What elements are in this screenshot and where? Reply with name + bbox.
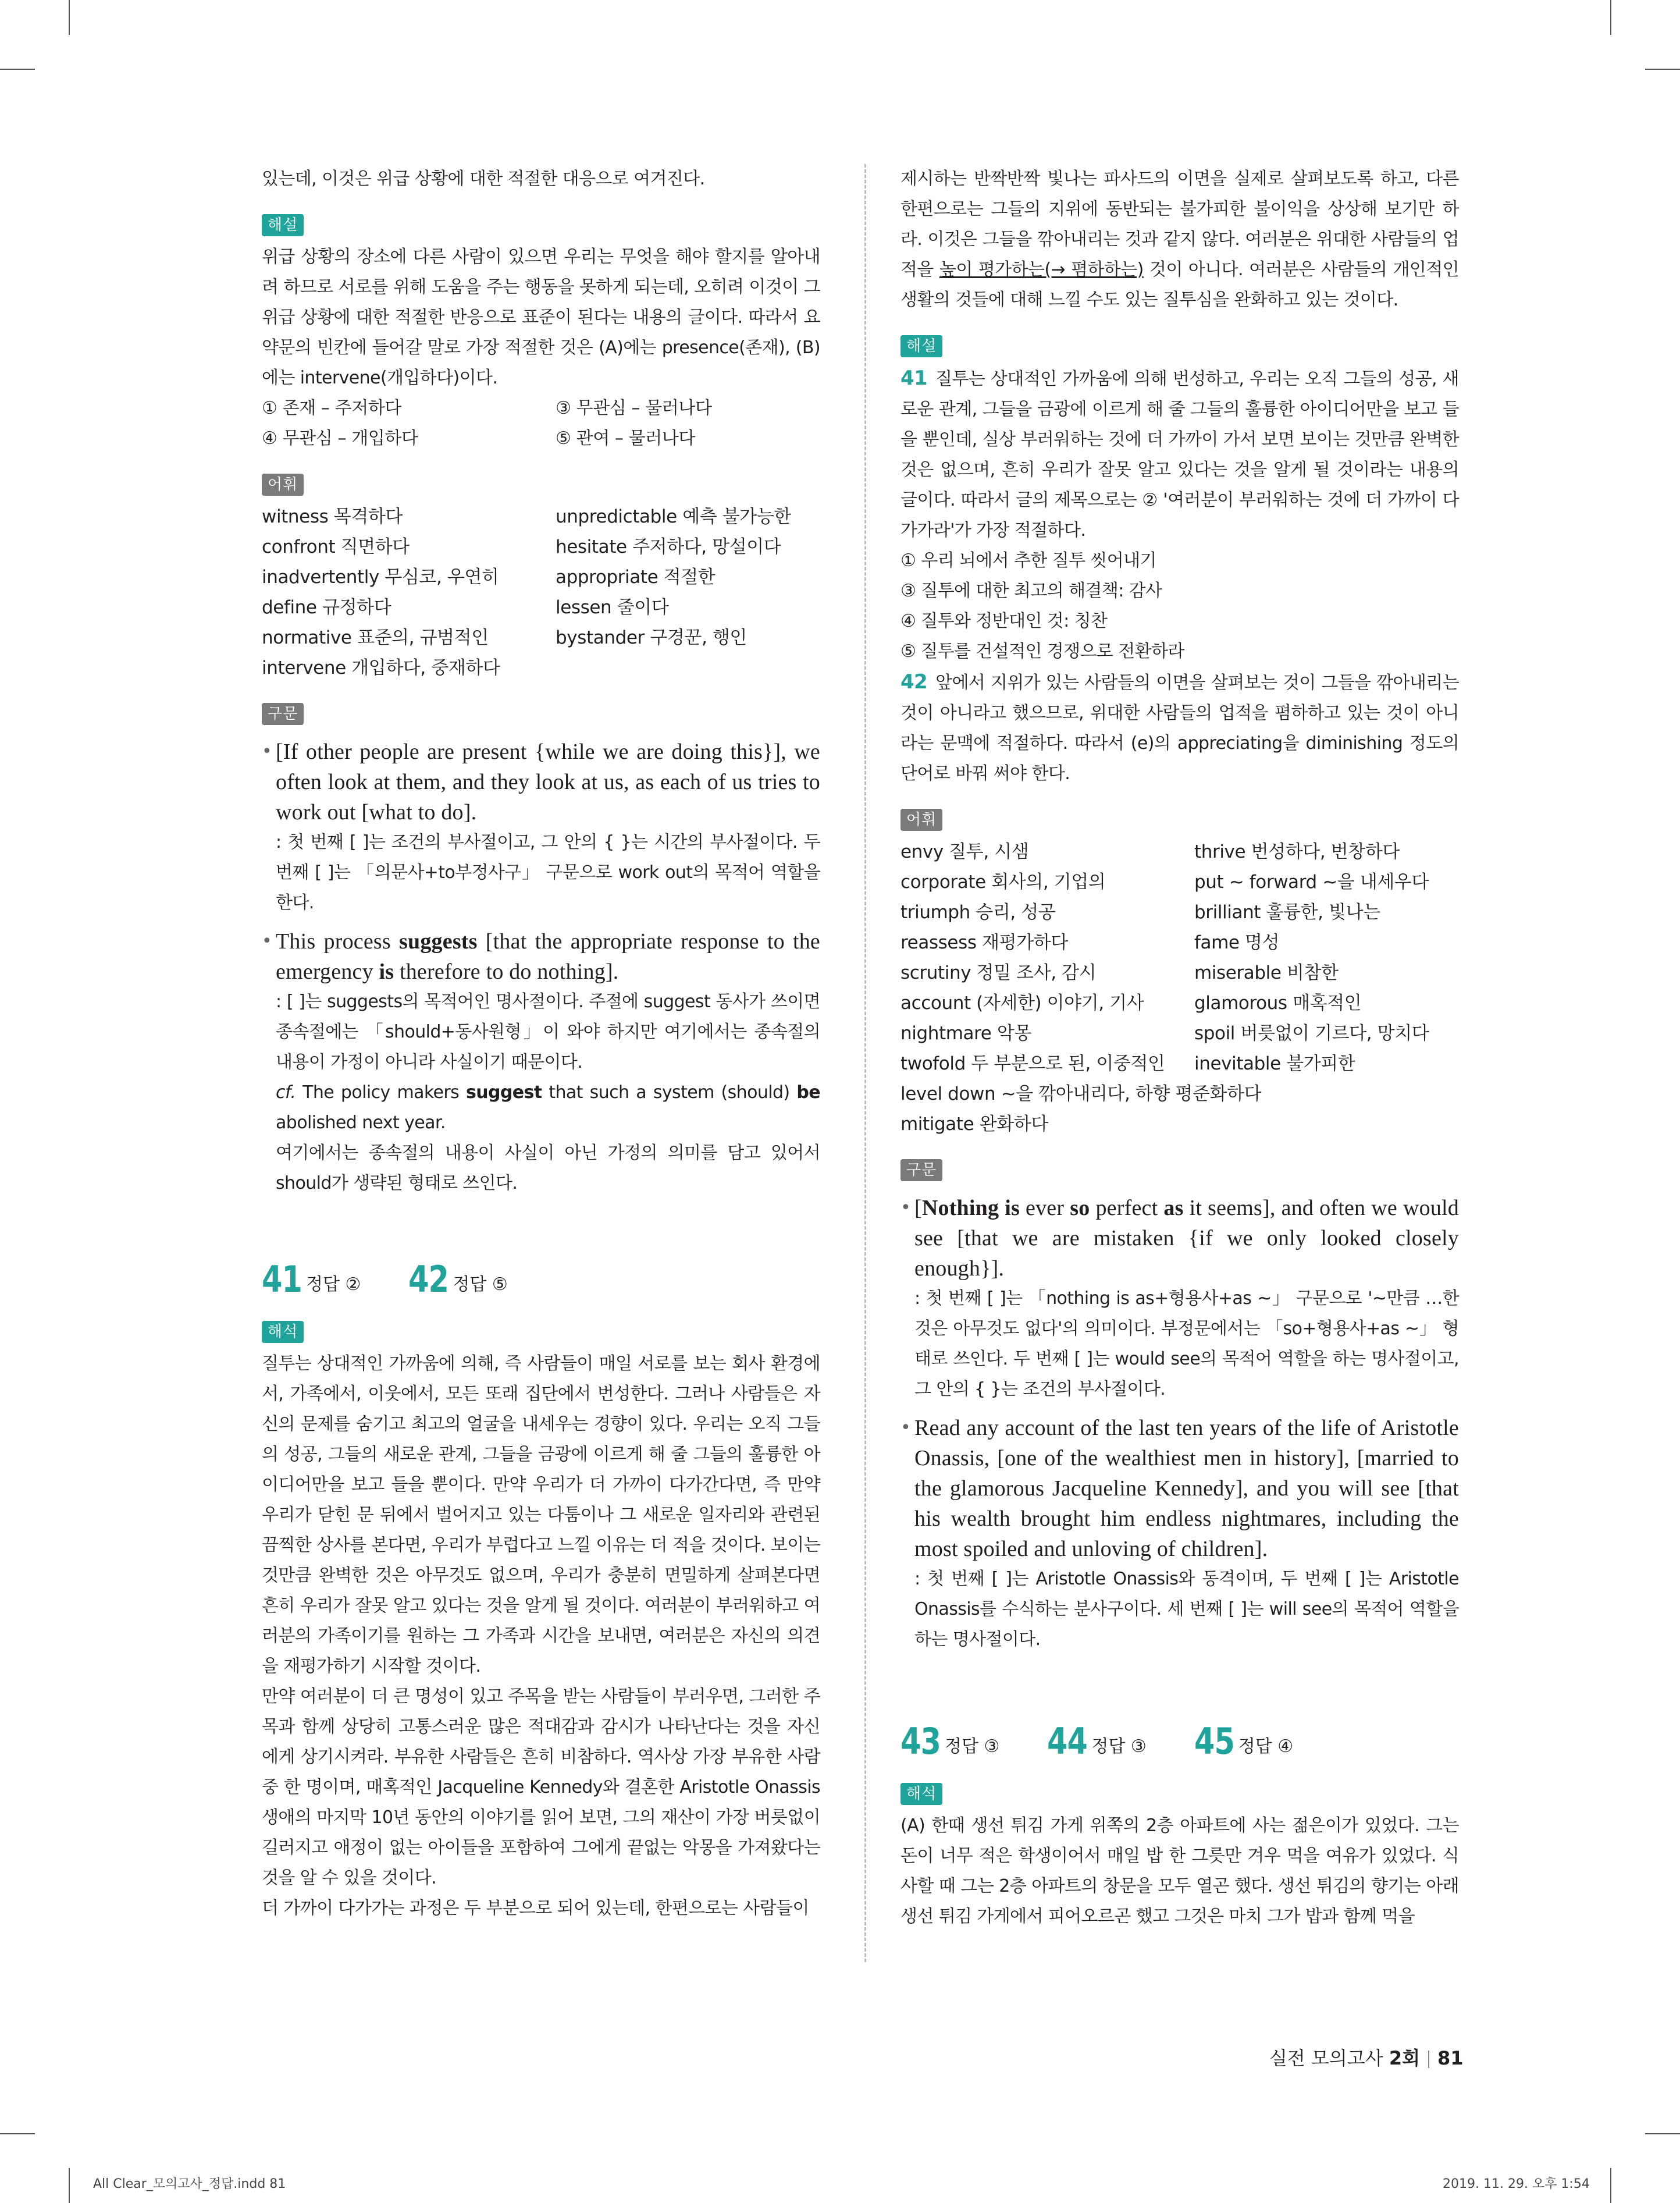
syntax-korean: : 첫 번째 [ ]는 Aristotle Onassis와 동격이며, 두 번째 [ ]는 Aristotle Onassis를 수식하는 분사구이다. 세 번째 [ ]는 will see의 목적어 역할을 하는 명사절이다.: [914, 1569, 1459, 1650]
answer-label: 정답 ③: [1091, 1736, 1147, 1757]
gumun-tag: 구문: [262, 703, 304, 725]
answer-42: [408, 1258, 508, 1301]
eohwi-tag: 어휘: [262, 474, 304, 496]
vocab-item: inadvertently 무심코, 우연히: [262, 567, 499, 588]
footer-separator: [1428, 2051, 1429, 2068]
right-column: [900, 164, 1459, 1932]
explanation-42: 42 앞에서 지위가 있는 사람들의 이면을 살펴보는 것이 그들을 깎아내리는 것이 아니라고 했으므로, 위대한 사람들의 업적을 폄하하고 있는 것이 아니라는 문맥에 적절하다. 따라서 (e)의 appreciating을 diminishing 정도의 단어로 바꿔 써야 한다.: [900, 670, 1459, 784]
vocab-item: nightmare 악몽: [900, 1023, 1032, 1044]
vocab-item: triumph 승리, 성공: [900, 902, 1056, 923]
translation-continued: 제시하는 반짝반짝 빛나는 파사드의 이면을 실제로 살펴보도록 하고, 다른 한편으로는 그들의 지위에 동반되는 불가피한 불이익을 상상해 보기만 하라. 이것은 그들을 깎아내리는 것과 같지 않다. 여러분은 위대한 사람들의 업적을 높이 평가하는(→ 폄하하는) 것이 아니다. 여러분은 사람들의 개인적인 생활의 것들에 대해 느낄 수도 있는 질투심을 완화하고 있는 것이다.: [900, 169, 1459, 310]
option-41-3: ③ 질투에 대한 최고의 해결책: 감사: [900, 581, 1162, 601]
syntax-item-2: [262, 926, 820, 1199]
syntax-item-1: [262, 737, 820, 918]
vocab-item: mitigate 완화하다: [900, 1114, 1048, 1135]
vocab-item: appropriate 적절한: [556, 567, 716, 588]
crop-mark-bottom-left-v: [69, 2168, 70, 2203]
vocab-item: thrive 번성하다, 번창하다: [1194, 841, 1400, 862]
syntax-english: This process suggests [that the appropriate response to the emergency is therefore to do nothing].: [276, 929, 820, 984]
gumun-tag: 구문: [900, 1159, 942, 1181]
answer-label: 정답 ②: [306, 1274, 361, 1295]
syntax-english: [Nothing is ever so perfect as it seems], and often we would see [that we are mistaken {if we only looked closely enough}].: [914, 1196, 1460, 1281]
vocab-item: scrutiny 정밀 조사, 감시: [900, 962, 1097, 983]
slug-filename: All Clear_모의고사_정답.indd 81: [93, 2177, 286, 2191]
answer-44: [1047, 1720, 1147, 1763]
crop-mark-top-right-v: [1610, 0, 1611, 35]
bullet-dot: •: [262, 741, 272, 762]
vocab-item: twofold 두 부분으로 된, 이중적인: [900, 1053, 1165, 1074]
crop-mark-top-right: [1645, 69, 1680, 70]
translation-paragraph: (A) 한때 생선 튀김 가게 위쪽의 2층 아파트에 사는 젊은이가 있었다. 그는 돈이 너무 적은 학생이어서 매일 밥 한 그릇만 겨우 먹을 여유가 있었다. 식사할 때 그는 2층 아파트의 창문을 모두 열곤 했다. 생선 튀김의 향기는 아래 생선 튀김 가게에서 피어오르곤 했고 그것은 마치 그가 밥과 함께 먹을: [900, 1815, 1459, 1927]
vocab-item: account (자세한) 이야기, 기사: [900, 993, 1144, 1014]
question-number: 45: [1194, 1720, 1234, 1763]
bullet-dot: •: [900, 1417, 911, 1438]
translation-paragraph-1: 질투는 상대적인 가까움에 의해, 즉 사람들이 매일 서로를 보는 회사 환경에서, 가족에서, 이웃에서, 모든 또래 집단에서 번성한다. 그러나 사람들은 자신의 문제를 숨기고 최고의 얼굴을 내세우는 경향이 있다. 우리는 오직 그들의 성공, 그들의 새로운 관계, 그들을 금광에 이르게 해 줄 그들의 훌륭한 아이디어만을 보고 들을 뿐이다. 만약 우리가 더 가까이 다가간다면, 즉 만약 우리가 닫힌 문 뒤에서 벌어지고 있는 다툼이나 그 새로운 일자리와 관련된 끔찍한 상사를 본다면, 우리가 부럽다고 느낄 이유는 더 적을 것이다. 보이는 것만큼 완벽한 것은 아무것도 없으며, 우리가 충분히 면밀하게 살펴본다면 흔히 우리가 잘못 알고 있다는 것을 알게 될 것이다. 여러분이 부러워하고 여러분의 가족이기를 원하는 그 가족과 시간을 보내면, 여러분은 자신의 의견을 재평가하기 시작할 것이다.: [262, 1353, 820, 1676]
cf-example: cf. The policy makers suggest that such a system (should) be abolished next year.: [276, 1082, 820, 1133]
underlined-phrase: 높이 평가하는(→ 폄하하는): [939, 260, 1144, 280]
question-number: 44: [1047, 1720, 1088, 1763]
bullet-dot: •: [262, 931, 272, 951]
option-1: ① 존재 – 주저하다: [262, 398, 401, 418]
vocab-item: miserable 비참한: [1194, 962, 1339, 983]
vocab-item: intervene 개입하다, 중재하다: [262, 658, 500, 678]
vocab-item: spoil 버릇없이 기르다, 망치다: [1194, 1023, 1429, 1044]
haeseol-tag: 해설: [900, 335, 942, 357]
vocab-item: unpredictable 예측 불가능한: [556, 506, 791, 527]
option-3: ③ 무관심 – 물러나다: [556, 398, 712, 418]
vocab-item: brilliant 훌륭한, 빛나는: [1194, 902, 1380, 923]
explanation-41: 41 질투는 상대적인 가까움에 의해 번성하고, 우리는 오직 그들의 성공, 새로운 관계, 그들을 금광에 이르게 해 줄 그들의 훌륭한 아이디어만을 보고 들을 뿐인데, 실상 부러워하는 것에 더 가까이 가서 보면 보이는 것만큼 완벽한 것은 없으며, 흔히 우리가 잘못 알고 있다는 것을 알게 될 것이라는 내용의 글이다. 따라서 글의 제목으로는 ② '여러분이 부러워하는 것에 더 가까이 다가가라'가 가장 적절하다.: [900, 367, 1459, 541]
vocab-item: normative 표준의, 규범적인: [262, 627, 489, 648]
vocab-item: lessen 줄이다: [556, 597, 669, 618]
answer-row-41-42: [262, 1258, 820, 1301]
answer-label: 정답 ③: [945, 1736, 1000, 1757]
question-number: 42: [408, 1258, 449, 1301]
vocab-item: inevitable 불가피한: [1194, 1053, 1355, 1074]
vocab-item: fame 명성: [1194, 932, 1280, 953]
option-4: ④ 무관심 – 개입하다: [262, 428, 418, 449]
vocab-item: glamorous 매혹적인: [1194, 993, 1362, 1014]
crop-mark-top-left: [0, 69, 35, 70]
vocab-item: confront 직면하다: [262, 536, 410, 557]
syntax-item-1: [900, 1193, 1459, 1405]
crop-mark-bottom-right: [1645, 2133, 1680, 2134]
page-number: 81: [1437, 2047, 1464, 2069]
slug-date: 2019. 11. 29. 오후 1:54: [1443, 2177, 1590, 2191]
translation-paragraph-2: 만약 여러분이 더 큰 명성이 있고 주목을 받는 사람들이 부러우면, 그러한 주목과 함께 상당히 고통스러운 많은 적대감과 감시가 나타난다는 것을 자신에게 상기시켜라. 부유한 사람들은 흔히 비참하다. 역사상 가장 부유한 사람 중 한 명이며, 매혹적인 Jacqueline Kennedy와 결혼한 Aristotle Onassis 생애의 마지막 10년 동안의 이야기를 읽어 보면, 그의 재산이 가장 버릇없이 길러지고 애정이 없는 아이들을 포함하여 그에게 끝없는 악몽을 가져왔다는 것을 알 수 있을 것이다.: [262, 1686, 820, 1888]
syntax-korean: : 첫 번째 [ ]는 조건의 부사절이고, 그 안의 { }는 시간의 부사절이다. 두 번째 [ ]는 「의문사+to부정사구」 구문으로 work out의 목적어 역할을 한다.: [276, 832, 820, 913]
vocab-item: witness 목격하다: [262, 506, 403, 527]
footer-round: 2회: [1389, 2047, 1421, 2069]
answer-41: [262, 1258, 361, 1301]
question-number: 41: [900, 367, 928, 390]
bullet-dot: •: [900, 1198, 911, 1218]
crop-mark-top-left-v: [69, 0, 70, 35]
answer-label: 정답 ④: [1238, 1736, 1294, 1757]
crop-mark-bottom-left: [0, 2133, 35, 2134]
left-column: [262, 164, 820, 1924]
vocab-item: define 규정하다: [262, 597, 391, 618]
syntax-item-2: [900, 1413, 1459, 1655]
answer-options: [262, 393, 820, 454]
haeseok-tag: 해석: [262, 1321, 304, 1343]
syntax-korean-2: 여기에서는 종속절의 내용이 사실이 아닌 가정의 의미를 담고 있어서 should가 생략된 형태로 쓰인다.: [276, 1143, 820, 1193]
question-number: 41: [262, 1258, 302, 1301]
answer-row-43-45: [900, 1720, 1459, 1763]
vocab-item: envy 질투, 시샘: [900, 841, 1029, 862]
option-5: ⑤ 관여 – 물러나다: [556, 428, 695, 449]
answer-45: [1194, 1720, 1294, 1763]
vocab-item: bystander 구경꾼, 행인: [556, 627, 747, 648]
vocab-list: [900, 837, 1459, 1139]
vocab-item: reassess 재평가하다: [900, 932, 1068, 953]
vocab-item: corporate 회사의, 기업의: [900, 872, 1106, 893]
eohwi-tag: 어휘: [900, 809, 942, 831]
option-41-4: ④ 질투와 정반대인 것: 칭찬: [900, 611, 1108, 631]
crop-mark-bottom-right-v: [1610, 2168, 1611, 2203]
answer-43: [900, 1720, 1000, 1763]
vocab-item: put ~ forward ~을 내세우다: [1194, 872, 1429, 893]
syntax-korean: : 첫 번째 [ ]는 「nothing is as+형용사+as ~」 구문으로 '~만큼 …한 것은 아무것도 없다'의 의미이다. 부정문에서는 「so+형용사+as ~」 형태로 쓰인다. 두 번째 [ ]는 would see의 목적어 역할을 하는 명사절이고, 그 안의 { }는 조건의 부사절이다.: [914, 1288, 1459, 1399]
question-number: 43: [900, 1720, 941, 1763]
syntax-korean: : [ ]는 suggests의 목적어인 명사절이다. 주절에 suggest 동사가 쓰이면 종속절에는 「should+동사원형」이 와야 하지만 여기에서는 종속절의 내용이 가정이 아니라 사실이기 때문이다.: [276, 992, 820, 1072]
answer-label: 정답 ⑤: [453, 1274, 508, 1295]
vocab-list: [262, 502, 820, 683]
syntax-english: [If other people are present {while we are doing this}], we often look at them, and they look at us, as each of us tries to work out [what to do].: [276, 740, 820, 825]
syntax-english: Read any account of the last ten years of the life of Aristotle Onassis, [one of the wealthiest men in history], [married to the glamorous Jacqueline Kennedy], and you will see [that his wealth brought him endless nightmares, including the most spoiled and unloving of children].: [914, 1416, 1459, 1561]
intro-line: 있는데, 이것은 위급 상황에 대한 적절한 대응으로 여겨진다.: [262, 169, 705, 189]
translation-paragraph-3: 더 가까이 다가가는 과정은 두 부분으로 되어 있는데, 한편으로는 사람들이: [262, 1898, 809, 1918]
vocab-item: hesitate 주저하다, 망설이다: [556, 536, 781, 557]
vocab-item: level down ~을 깎아내리다, 하향 평준화하다: [900, 1083, 1262, 1104]
page-footer: [1269, 2044, 1464, 2070]
question-number: 42: [900, 670, 928, 694]
haeseol-paragraph: 위급 상황의 장소에 다른 사람이 있으면 우리는 무엇을 해야 할지를 알아내려 하므로 서로를 위해 도움을 주는 행동을 못하게 되는데, 오히려 이것이 그 위급 상황에 대한 적절한 반응으로 표준이 된다는 내용의 글이다. 따라서 요약문의 빈칸에 들어갈 말로 가장 적절한 것은 (A)에는 presence(존재), (B)에는 intervene(개입하다)이다.: [262, 247, 820, 388]
option-41-1: ① 우리 뇌에서 추한 질투 씻어내기: [900, 550, 1156, 571]
haeseol-tag: 해설: [262, 214, 304, 236]
column-divider: [864, 164, 866, 1962]
option-41-5: ⑤ 질투를 건설적인 경쟁으로 전환하라: [900, 641, 1184, 662]
haeseok-tag: 해석: [900, 1783, 942, 1805]
footer-title: 실전 모의고사: [1269, 2047, 1389, 2069]
